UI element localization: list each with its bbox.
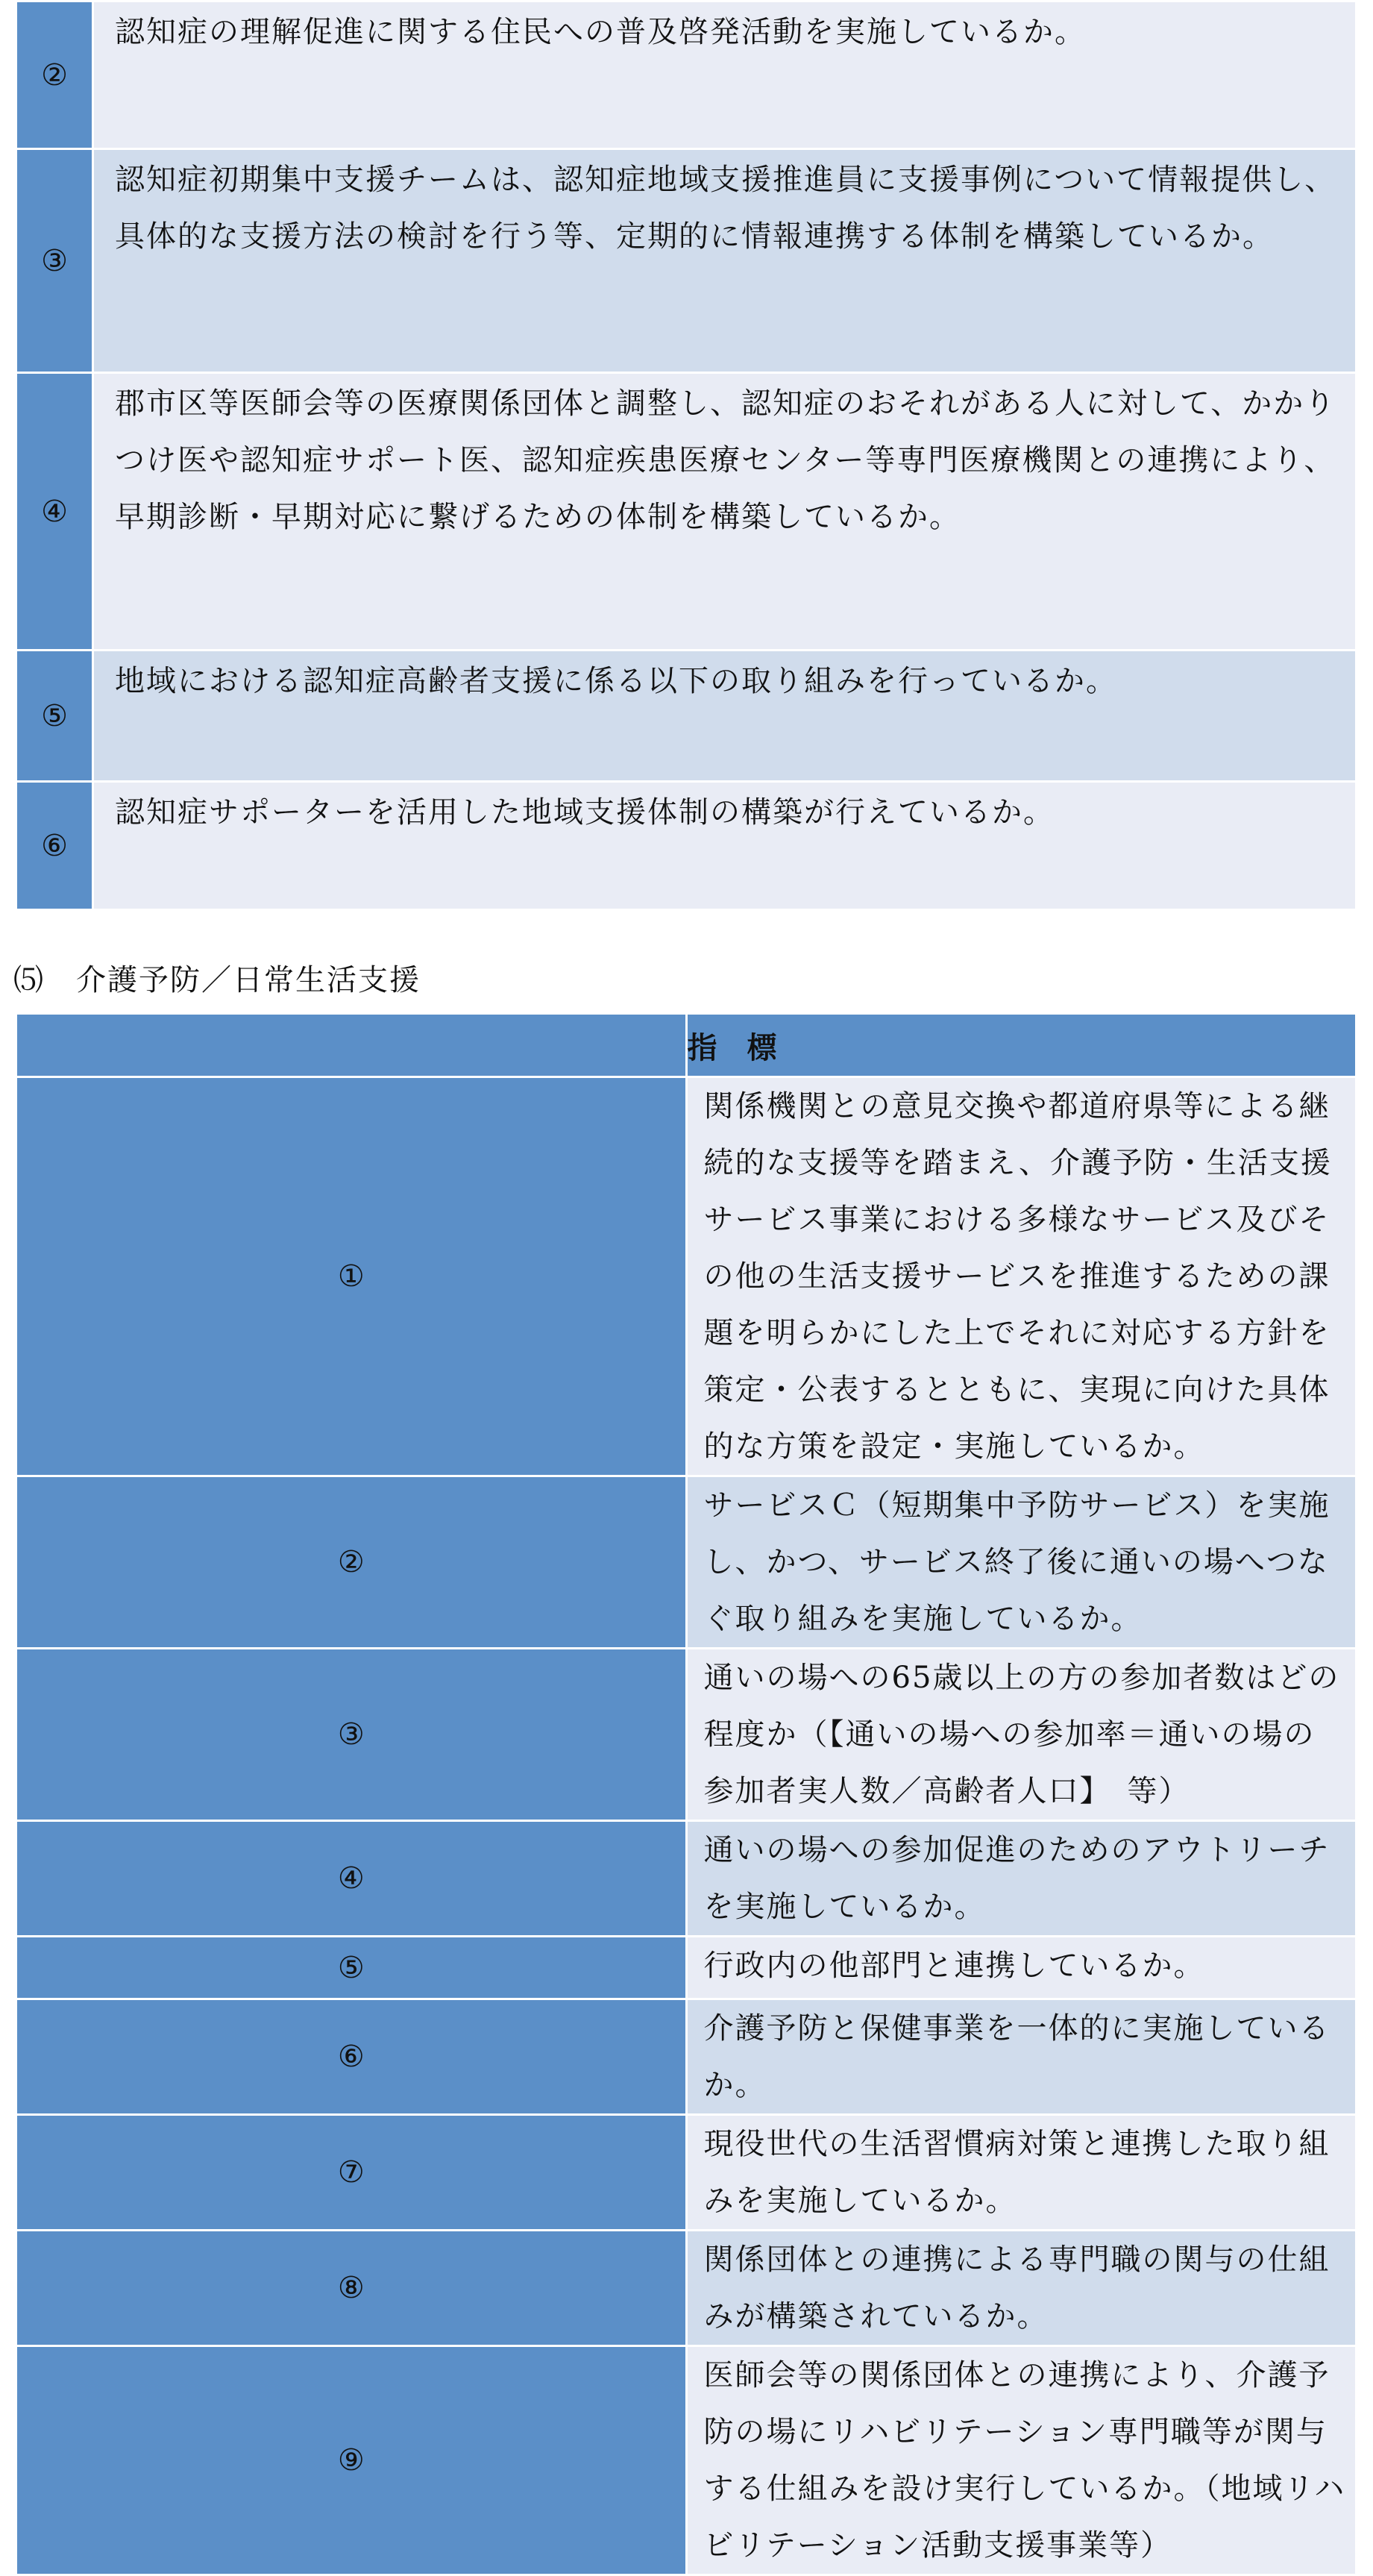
table-header-row [16,1014,1357,1077]
table-row [16,2346,1357,2575]
row-number: ⑦ [16,2115,687,2231]
table-row [16,1821,1357,1937]
indicator-text: 介護予防と保健事業を一体的に実施しているか。 [686,1999,1357,2115]
row-number: ③ [16,1649,687,1821]
indicator-text: 関係機関との意見交換や都道府県等による継続的な支援等を踏まえ、介護予防・生活支援サービス事業における多様なサービス及びその他の生活支援サービスを推進するための課題を明らかにした上でそれに対応する方針を策定・公表するとともに、実現に向けた具体的な方策を設定・実施しているか。 [686,1077,1357,1476]
table-row [16,651,1357,782]
indicator-text: 通いの場への65歳以上の方の参加者数はどの程度か（【通いの場への参加率＝通いの場の参加者実人数／高齢者人口】 等） [686,1649,1357,1821]
dementia-indicator-table [15,0,1357,911]
table-row [16,1,1357,149]
row-number: ② [16,1476,687,1649]
table-row [16,1999,1357,2115]
row-number: ④ [16,1821,687,1937]
indicator-text: 認知症の理解促進に関する住民への普及啓発活動を実施しているか。 [93,1,1357,149]
indicator-text: 認知症サポーターを活用した地域支援体制の構築が行えているか。 [93,782,1357,910]
table-row [16,1077,1357,1476]
table-row [16,1649,1357,1821]
row-number: ② [16,1,93,149]
indicator-text: 関係団体との連携による専門職の関与の仕組みが構築されているか。 [686,2231,1357,2346]
indicator-text: 地域における認知症高齢者支援に係る以下の取り組みを行っているか。 [93,651,1357,782]
section-heading: ⑸ 介護予防／日常生活支援 [13,963,421,997]
table-row [16,2115,1357,2231]
row-number: ⑨ [16,2346,687,2575]
indicator-text: 郡市区等医師会等の医療関係団体と調整し、認知症のおそれがある人に対して、かかりつけ医や認知症サポート医、認知症疾患医療センター等専門医療機関との連携により、早期診断・早期対応に繋げるための体制を構築しているか。 [93,373,1357,651]
table-row [16,782,1357,910]
table-row [16,2231,1357,2346]
indicator-text: 通いの場への参加促進のためのアウトリーチを実施しているか。 [686,1821,1357,1937]
table-row [16,1476,1357,1649]
indicator-text: 認知症初期集中支援チームは、認知症地域支援推進員に支援事例について情報提供し、具体的な支援方法の検討を行う等、定期的に情報連携する体制を構築しているか。 [93,149,1357,373]
row-number: ③ [16,149,93,373]
indicator-text: 現役世代の生活習慣病対策と連携した取り組みを実施しているか。 [686,2115,1357,2231]
indicator-text: サービスＣ（短期集中予防サービス）を実施し、かつ、サービス終了後に通いの場へつなぐ取り組みを実施しているか。 [686,1476,1357,1649]
row-number: ⑥ [16,1999,687,2115]
row-number: ④ [16,373,93,651]
indicator-text: 行政内の他部門と連携しているか。 [686,1937,1357,1999]
column-header-indicator: 指 標 [686,1014,1357,1077]
row-number: ⑤ [16,651,93,782]
table-row [16,373,1357,651]
row-number: ⑤ [16,1937,687,1999]
care-prevention-indicator-table [15,1012,1357,2576]
header-blank-cell [16,1014,687,1077]
row-number: ⑥ [16,782,93,910]
row-number: ① [16,1077,687,1476]
table-row [16,149,1357,373]
indicator-text: 医師会等の関係団体との連携により、介護予防の場にリハビリテーション専門職等が関与する仕組みを設け実行しているか。（地域リハビリテーション活動支援事業等） [686,2346,1357,2575]
table-row [16,1937,1357,1999]
row-number: ⑧ [16,2231,687,2346]
